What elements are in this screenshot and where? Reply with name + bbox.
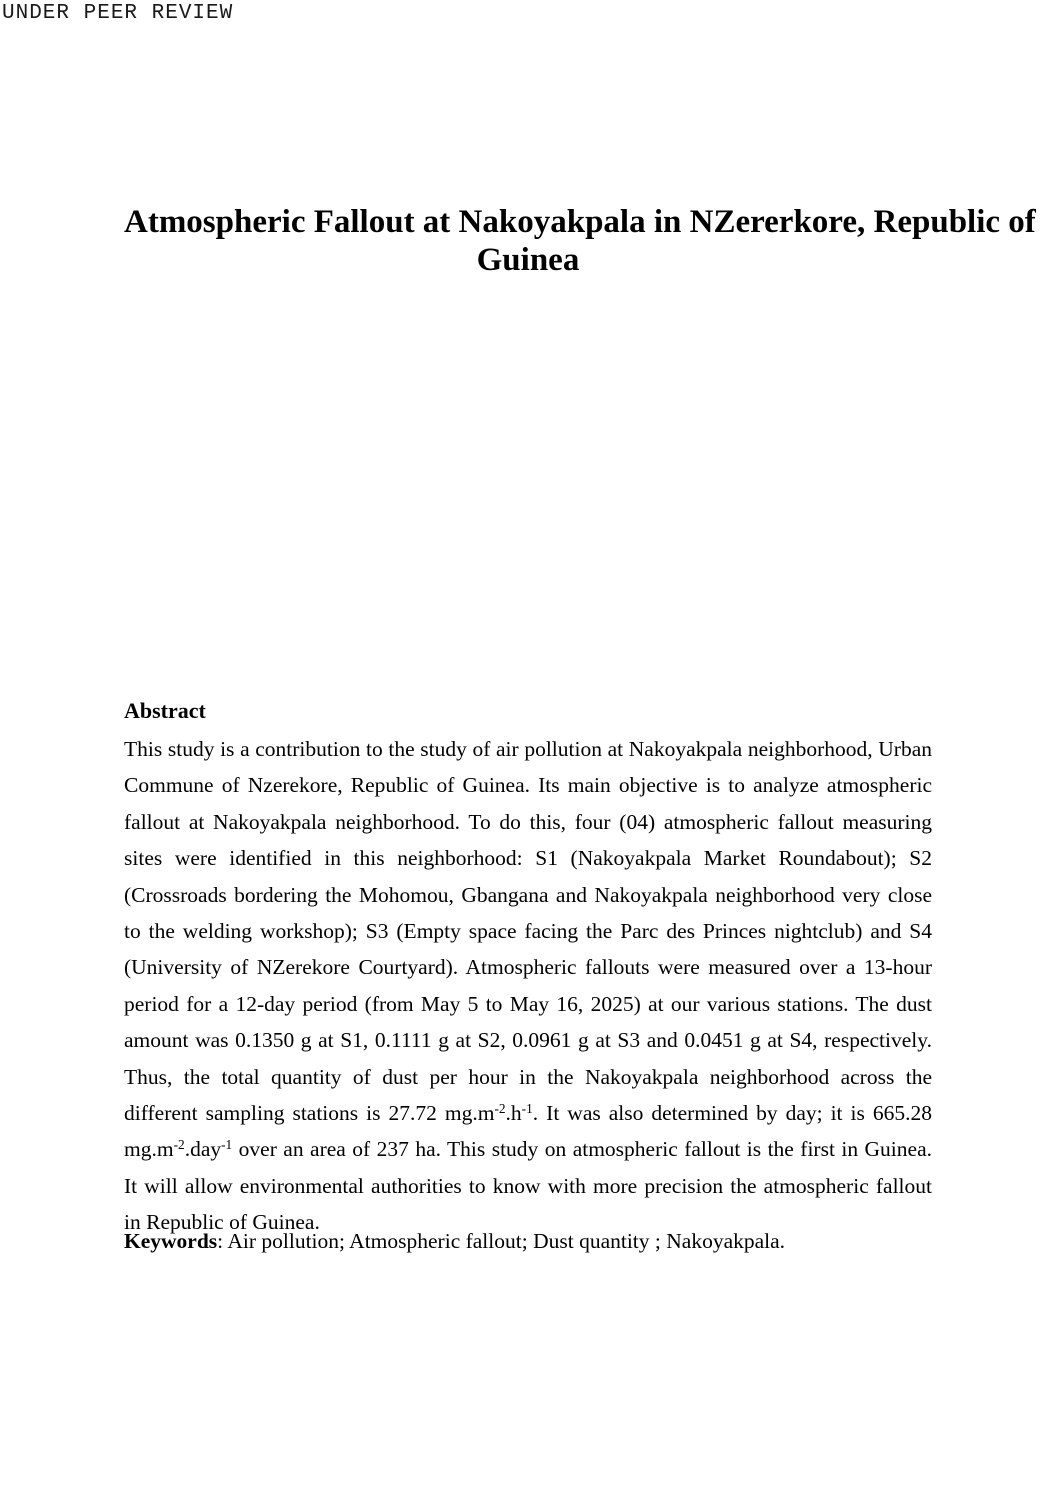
paper-title-line-1: Atmospheric Fallout at Nakoyakpala in NZererkore, Republic of xyxy=(124,204,1036,240)
abstract-heading: Abstract xyxy=(124,698,206,723)
peer-review-banner: UNDER PEER REVIEW xyxy=(2,2,234,25)
abstract-text: This study is a contribution to the study of air pollution at Nakoyakpala neighborhood, Urban Commune of Nzerekore, Republic of Guinea. Its main objective is to analyze atmospheric fallout at Nakoyakpala neighborhood. To do this, four (04) atmospheric fallout measuring sites were identified in this neighborhood: S1 (Nakoyakpala Market Roundabout); S2 (Crossroads bordering the Mohomou, Gbangana and Nakoyakpala neighborhood very close to the welding workshop); S3 (Empty space facing the Parc des Princes nightclub) and S4 (University of NZerekore Courtyard). Atmospheric fallouts were measured over a 13-hour period for a 12-day period (from May 5 to May 16, 2025) at our various stations. The dust amount was 0.1350 g at S1, 0.1111 g at S2, 0.0961 g at S3 and 0.0451 g at S4, respectively. Thus, the total quantity of dust per hour in the Nakoyakpala neighborhood across the different sampling stations is 27.72 $mg.m^{-2}.h^{-1}$. It was also determined by day; it is 665.28 $mg.m^{-2}.day^{-1}$ over an area of 237 ha. This study on atmospheric fallout is the first in Guinea. It will allow environmental authorities to know with more precision the atmospheric fallout in Republic of Guinea. xyxy=(124,737,932,1235)
keywords-text: : Air pollution; Atmospheric fallout; Dust quantity ; Nakoyakpala. xyxy=(217,1229,786,1253)
keywords-line xyxy=(124,1223,932,1259)
paper-title xyxy=(124,203,1036,279)
paper-title-line-2: Guinea xyxy=(476,242,580,278)
keywords-label: Keywords xyxy=(124,1229,218,1253)
